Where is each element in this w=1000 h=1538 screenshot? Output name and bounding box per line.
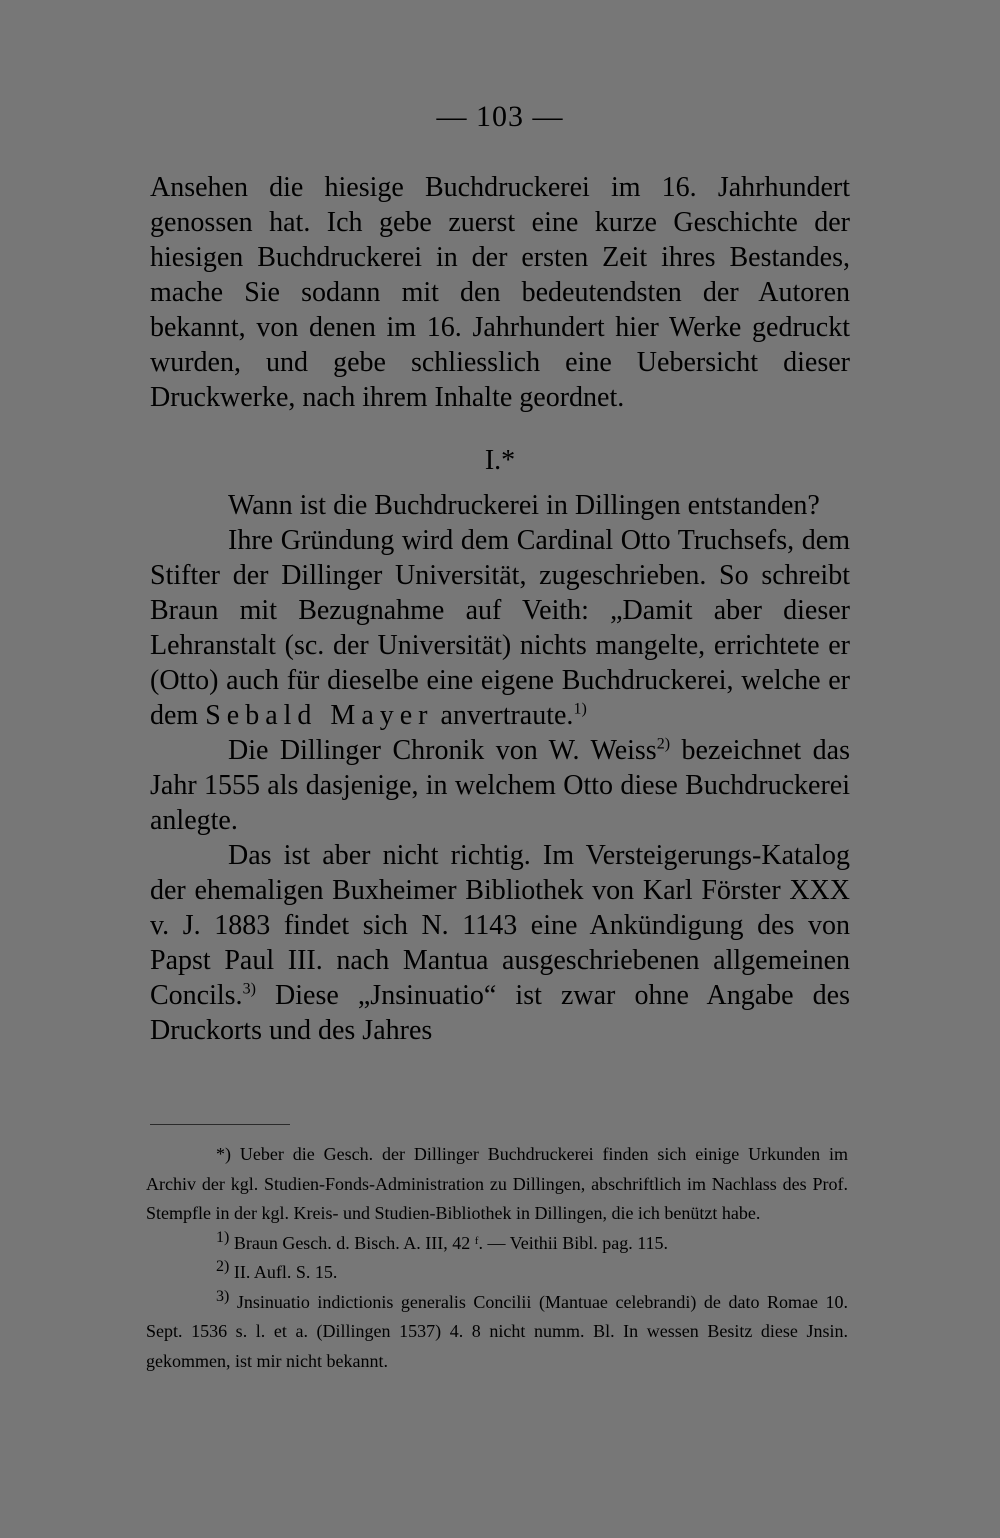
main-text (150, 170, 850, 1048)
paragraph-founding-text: Ihre Gründung wird dem Cardinal Otto Truchsefs, dem Stifter der Dillinger Universität, zugeschrieben. So schreibt Braun mit Bezugnahme auf Veith: „Damit aber dieser Lehranstalt (sc. der Universität) nichts mangelte, errichtete er (Otto) auch für dieselbe eine eigene Buchdruckerei, welche er dem (150, 525, 850, 731)
footnote-ref-3: 3) (242, 980, 256, 998)
paragraph-catalog (150, 838, 850, 1048)
paragraph-founding (150, 523, 850, 733)
footnote-1-text: Braun Gesch. d. Bisch. A. III, 42 ᶠ. — Veithii Bibl. pag. 115. (233, 1232, 669, 1253)
footnote-3 (146, 1288, 848, 1377)
paragraph-question: Wann ist die Buchdruckerei in Dillingen entstanden? (228, 490, 820, 521)
footnotes (146, 1140, 848, 1376)
paragraph-founding-end: anvertraute. (440, 700, 574, 731)
footnote-2 (146, 1258, 848, 1288)
paragraph-chronicle-end: bezeichnet das Jahr 1555 als dasjenige, in welchem Otto diese Buchdruckerei anlegte. (150, 735, 851, 836)
footnote-2-text: II. Aufl. S. 15. (233, 1262, 338, 1282)
footnote-1-mark: 1) (216, 1228, 230, 1246)
footnote-ref-1: 1) (573, 700, 587, 718)
section-heading: I.* (484, 445, 516, 476)
paragraph-intro: Ansehen die hiesige Buchdruckerei im 16. Jahrhundert genossen hat. Ich gebe zuerst eine kurze Geschichte der hiesigen Buchdruckerei in der ersten Zeit ihres Bestandes, mache Sie sodann mit den bedeutendsten der Autoren bekannt, von denen im 16. Jahrhundert hier Werke gedruckt wurden, und gebe schliesslich eine Uebersicht dieser Druckwerke, nach ihrem Inhalte geordnet. (150, 172, 850, 413)
footnote-3-mark: 3) (216, 1287, 230, 1305)
footnote-2-mark: 2) (216, 1258, 230, 1275)
paragraph-catalog-end: Diese „Jnsinuatio“ ist zwar ohne Angabe des Druckorts und des Jahres (150, 980, 851, 1046)
paragraph-chronicle-text: Die Dillinger Chronik von W. Weiss (228, 735, 657, 766)
footnote-3-text: Jnsinuatio indictionis generalis Concilii (Mantuae celebrandi) de dato Romae 10. Sept. 1536 s. l. et a. (Dillingen 1537) 4. 8 nicht numm. Bl. In wessen Besitz diese Jnsin. gekommen, ist mir nicht bekannt. (146, 1291, 848, 1371)
paragraph-chronicle (150, 733, 850, 838)
printer-name: Sebald Mayer (205, 700, 434, 731)
page-number: — 103 — (436, 100, 564, 133)
footnote-star: *) Ueber die Gesch. der Dillinger Buchdruckerei finden sich einige Urkunden im Archiv der kgl. Studien-Fonds-Administration zu Dillingen, abschriftlich im Nachlass des Prof. Stempfle in der kgl. Kreis- und Studien-Bibliothek in Dillingen, die ich benützt habe. (146, 1144, 848, 1223)
footnote-ref-2: 2) (656, 735, 671, 753)
paragraph-catalog-text: Das ist aber nicht richtig. Im Versteigerungs-Katalog der ehemaligen Buxheimer Bibliothek von Karl Förster XXX v. J. 1883 findet sich N. 1143 eine Ankündigung des von Papst Paul III. nach Mantua ausgeschriebenen allgemeinen Concils. (150, 840, 850, 1011)
footnote-1 (146, 1229, 848, 1259)
footnote-divider (150, 1124, 290, 1125)
